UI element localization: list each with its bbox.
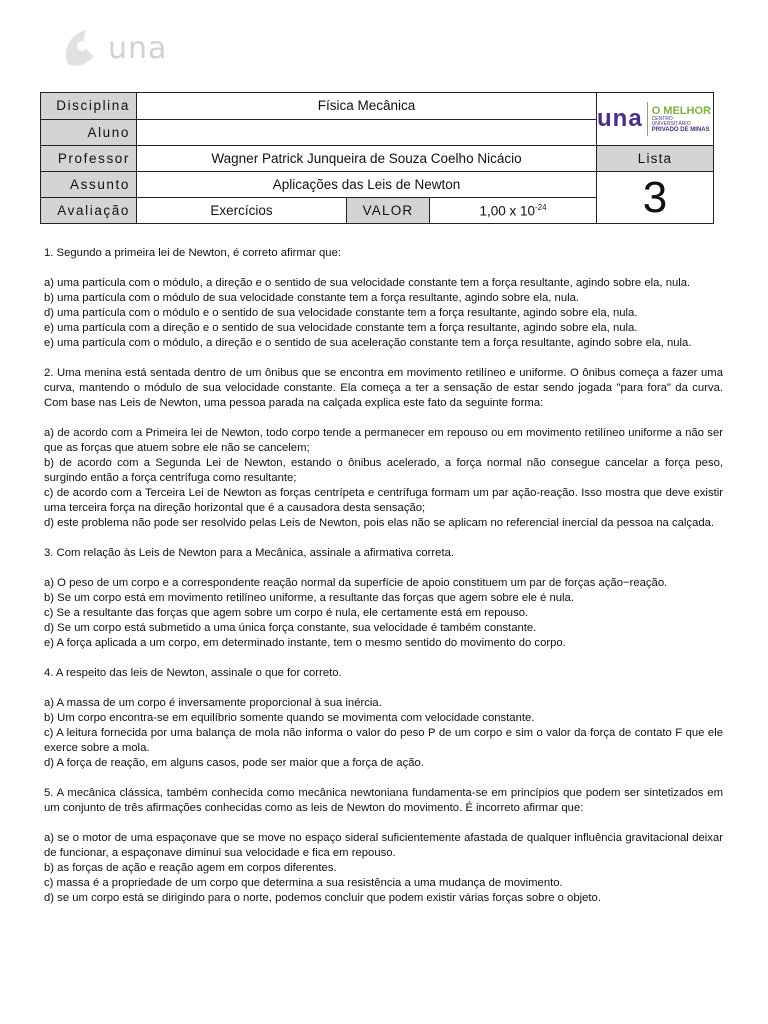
- option: b) Um corpo encontra-se em equilíbrio somente quando se movimenta com velocidade constante.: [44, 712, 535, 724]
- aluno-field[interactable]: [137, 119, 597, 146]
- assunto-label: Assunto: [41, 172, 137, 198]
- question-text: 3. Com relação às Leis de Newton para a Mecânica, assinale a afirmativa correta.: [44, 547, 455, 559]
- assunto-value: Aplicações das Leis de Newton: [137, 172, 597, 198]
- option: e) A força aplicada a um corpo, em determinado instante, tem o mesmo sentido do movimento do corpo.: [44, 637, 566, 649]
- option: d) este problema não pode ser resolvido pelas Leis de Newton, pois elas não se aplicam no referencial inercial da pessoa na calçada.: [44, 517, 715, 529]
- option: d) Se um corpo está submetido a uma única força constante, sua velocidade é também constante.: [44, 622, 537, 634]
- option: a) uma partícula com o módulo, a direção e o sentido de sua velocidade constante tem a força resultante, agindo sobre ela, nula.: [44, 277, 691, 289]
- question-text: 1. Segundo a primeira lei de Newton, é correto afirmar que:: [44, 247, 342, 259]
- option: e) uma partícula com o módulo, a direção e o sentido de sua aceleração constante tem a força resultante, agindo sobre ela, nula.: [44, 337, 692, 349]
- option: b) Se um corpo está em movimento retilíneo uniforme, a resultante das forças que agem sobre ele é nula.: [44, 592, 574, 604]
- option: d) uma partícula com o módulo e o sentido de sua velocidade constante tem a força resultante, agindo sobre ela, nula.: [44, 307, 638, 319]
- option: c) de acordo com a Terceira Lei de Newton as forças centrípeta e centrífuga formam um par ação-reação. Isso mostra que deve existir uma terceira força na direção horizontal que é a causadora desta sensação;: [44, 487, 723, 514]
- option: b) de acordo com a Segunda Lei de Newton, estando o ônibus acelerado, a força normal não consegue cancelar a força peso, surgindo então a força centrífuga como resultante;: [44, 457, 723, 484]
- option: b) as forças de ação e reação agem em corpos diferentes.: [44, 862, 337, 874]
- option: c) A leitura fornecida por uma balança de mola não informa o valor do peso P de um corpo e sim o valor da força de contato F que ele exerce sobre a mola.: [44, 727, 723, 754]
- option: e) uma partícula com a direção e o sentido de sua velocidade constante tem a força resultante, agindo sobre ela, nula.: [44, 322, 638, 334]
- logo-line2: PRIVADO DE MINAS: [651, 126, 710, 133]
- questions-list: [44, 246, 723, 906]
- professor-label: Professor: [41, 146, 137, 172]
- option: c) massa é a propriedade de um corpo que determina a sua resistência a uma mudança de movimento.: [44, 877, 563, 889]
- question-text: 5. A mecânica clássica, também conhecida como mecânica newtoniana fundamenta-se em princípios que podem ser sintetizados em um conjunto de três afirmações conhecidas como as leis de Newton do movimento. É incorreto afirmar que:: [44, 787, 723, 814]
- aluno-label: Aluno: [41, 119, 137, 146]
- option: a) de acordo com a Primeira lei de Newton, todo corpo tende a permanecer em repouso ou em movimento retilíneo uniforme a não ser que as forças que atuem sobre ele não se cancelem;: [44, 427, 723, 454]
- disciplina-value: Física Mecânica: [137, 93, 597, 120]
- valor-label: VALOR: [347, 198, 430, 224]
- logo-tagline: O MELHOR: [651, 104, 711, 117]
- avaliacao-label: Avaliação: [41, 198, 137, 224]
- option: d) A força de reação, em alguns casos, pode ser maior que a força de ação.: [44, 757, 424, 769]
- option: b) uma partícula com o módulo de sua velocidade constante tem a força resultante, agindo sobre ela, nula.: [44, 292, 580, 304]
- question-text: 4. A respeito das leis de Newton, assinale o que for correto.: [44, 667, 342, 679]
- professor-value: Wagner Patrick Junqueira de Souza Coelho Nicácio: [137, 146, 597, 172]
- watermark-text: una: [108, 30, 168, 66]
- option: a) A massa de um corpo é inversamente proporcional à sua inércia.: [44, 697, 382, 709]
- valor-value: 1,00 x $10^{-24}$: [430, 198, 597, 224]
- una-logo: [597, 93, 714, 146]
- question-text: 2. Uma menina está sentada dentro de um ônibus que se encontra em movimento retilíneo e uniforme. O ônibus começa a fazer uma curva, mantendo o módulo de sua velocidade constante. Ela começa a ter a sensação de estar sendo jogada "para fora" da curva. Com base nas Leis de Newton, uma pessoa parada na calçada explica este fato da seguinte forma:: [44, 367, 723, 409]
- option: a) se o motor de uma espaçonave que se move no espaço sideral suficientemente afastada de qualquer influência gravitacional deixar de funcionar, a espaçonave diminui sua velocidade e fica em repouso.: [44, 832, 723, 859]
- watermark-logo: [60, 26, 167, 70]
- option: c) Se a resultante das forças que agem sobre um corpo é nula, ele certamente está em repouso.: [44, 607, 529, 619]
- logo-una-text: una: [597, 105, 643, 132]
- leaf-icon: [60, 26, 102, 70]
- logo-line1: CENTRO UNIVERSITÁRIO: [651, 115, 691, 127]
- header-table: [40, 92, 714, 224]
- disciplina-label: Disciplina: [41, 93, 137, 120]
- lista-number: 3: [597, 172, 714, 224]
- option: d) se um corpo está se dirigindo para o norte, podemos concluir que podem existir várias forças sobre o objeto.: [44, 892, 601, 904]
- option: a) O peso de um corpo e a correspondente reação normal da superfície de apoio constituem um par de forças ação−reação.: [44, 577, 668, 589]
- avaliacao-value: Exercícios: [137, 198, 347, 224]
- lista-label: Lista: [597, 146, 714, 172]
